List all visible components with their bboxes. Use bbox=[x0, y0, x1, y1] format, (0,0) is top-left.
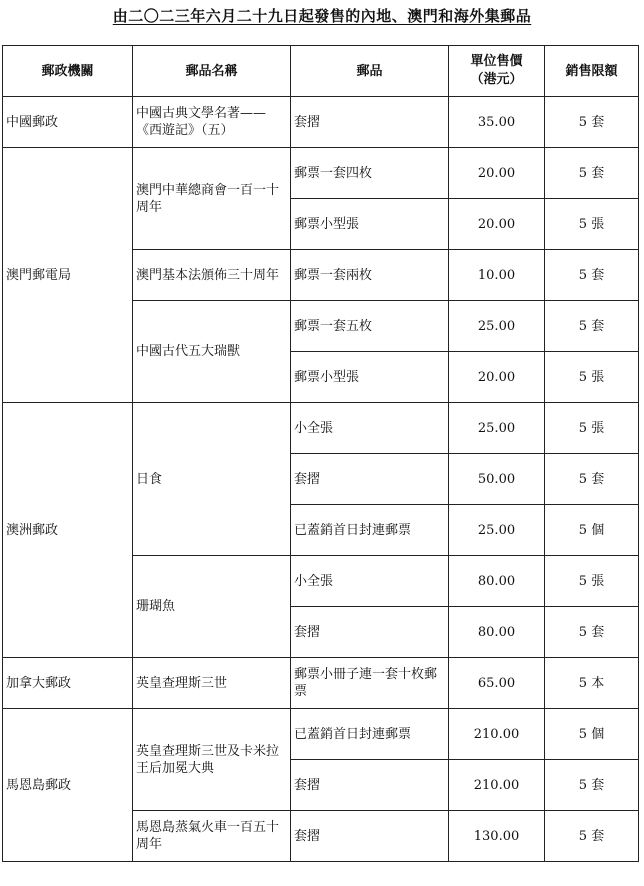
price-cell: 25.00 bbox=[449, 403, 545, 454]
table-row bbox=[3, 658, 639, 709]
header-unit-price-line2: （港元） bbox=[470, 72, 523, 87]
item-cell: 小全張 bbox=[291, 556, 449, 607]
item-cell: 已蓋銷首日封連郵票 bbox=[291, 505, 449, 556]
item-cell: 套摺 bbox=[291, 760, 449, 811]
price-cell: 25.00 bbox=[449, 301, 545, 352]
stamp-name-cell: 澳門基本法頒佈三十周年 bbox=[133, 250, 291, 301]
limit-cell: 5 張 bbox=[545, 352, 639, 403]
stamp-name-cell: 中國古代五大瑞獸 bbox=[133, 301, 291, 403]
table-row bbox=[3, 97, 639, 148]
header-unit-price-line1: 單位售價 bbox=[470, 54, 523, 69]
price-cell: 50.00 bbox=[449, 454, 545, 505]
limit-cell: 5 套 bbox=[545, 250, 639, 301]
table-row bbox=[3, 709, 639, 760]
header-postal-admin: 郵政機關 bbox=[3, 46, 133, 97]
limit-cell: 5 張 bbox=[545, 199, 639, 250]
stamp-name-cell: 英皇查理斯三世 bbox=[133, 658, 291, 709]
price-cell: 80.00 bbox=[449, 556, 545, 607]
postal-admin-cell: 澳洲郵政 bbox=[3, 403, 133, 658]
item-cell: 套摺 bbox=[291, 97, 449, 148]
item-cell: 郵票一套四枚 bbox=[291, 148, 449, 199]
price-cell: 210.00 bbox=[449, 760, 545, 811]
document-title: 由二〇二三年六月二十九日起發售的內地、澳門和海外集郵品 bbox=[112, 7, 532, 25]
limit-cell: 5 個 bbox=[545, 505, 639, 556]
stamp-name-cell: 珊瑚魚 bbox=[133, 556, 291, 658]
stamp-name-cell: 馬恩島蒸氣火車一百五十周年 bbox=[133, 811, 291, 862]
item-cell: 郵票一套兩枚 bbox=[291, 250, 449, 301]
stamp-name-cell: 日食 bbox=[133, 403, 291, 556]
limit-cell: 5 套 bbox=[545, 607, 639, 658]
table-row bbox=[3, 148, 639, 199]
postal-admin-cell: 澳門郵電局 bbox=[3, 148, 133, 403]
price-cell: 35.00 bbox=[449, 97, 545, 148]
postal-admin-cell: 馬恩島郵政 bbox=[3, 709, 133, 862]
limit-cell: 5 張 bbox=[545, 403, 639, 454]
item-cell: 小全張 bbox=[291, 403, 449, 454]
item-cell: 套摺 bbox=[291, 454, 449, 505]
stamp-name-cell: 中國古典文學名著——《西遊記》（五） bbox=[133, 97, 291, 148]
table-header-row bbox=[3, 46, 639, 97]
item-cell: 套摺 bbox=[291, 811, 449, 862]
price-cell: 20.00 bbox=[449, 148, 545, 199]
limit-cell: 5 個 bbox=[545, 709, 639, 760]
table-row bbox=[3, 403, 639, 454]
limit-cell: 5 套 bbox=[545, 97, 639, 148]
item-cell: 套摺 bbox=[291, 607, 449, 658]
limit-cell: 5 套 bbox=[545, 301, 639, 352]
price-cell: 130.00 bbox=[449, 811, 545, 862]
limit-cell: 5 套 bbox=[545, 148, 639, 199]
postal-admin-cell: 中國郵政 bbox=[3, 97, 133, 148]
limit-cell: 5 張 bbox=[545, 556, 639, 607]
limit-cell: 5 套 bbox=[545, 454, 639, 505]
header-unit-price bbox=[449, 46, 545, 97]
item-cell: 已蓋銷首日封連郵票 bbox=[291, 709, 449, 760]
price-cell: 20.00 bbox=[449, 199, 545, 250]
item-cell: 郵票小冊子連一套十枚郵票 bbox=[291, 658, 449, 709]
price-cell: 80.00 bbox=[449, 607, 545, 658]
header-sales-limit: 銷售限額 bbox=[545, 46, 639, 97]
price-cell: 210.00 bbox=[449, 709, 545, 760]
stamp-name-cell: 澳門中華總商會一百一十周年 bbox=[133, 148, 291, 250]
header-item: 郵品 bbox=[291, 46, 449, 97]
limit-cell: 5 套 bbox=[545, 811, 639, 862]
header-stamp-name: 郵品名稱 bbox=[133, 46, 291, 97]
limit-cell: 5 套 bbox=[545, 760, 639, 811]
item-cell: 郵票小型張 bbox=[291, 352, 449, 403]
price-cell: 20.00 bbox=[449, 352, 545, 403]
price-cell: 10.00 bbox=[449, 250, 545, 301]
item-cell: 郵票一套五枚 bbox=[291, 301, 449, 352]
item-cell: 郵票小型張 bbox=[291, 199, 449, 250]
price-cell: 65.00 bbox=[449, 658, 545, 709]
price-cell: 25.00 bbox=[449, 505, 545, 556]
stamp-issue-table bbox=[2, 45, 639, 862]
limit-cell: 5 本 bbox=[545, 658, 639, 709]
postal-admin-cell: 加拿大郵政 bbox=[3, 658, 133, 709]
stamp-name-cell: 英皇查理斯三世及卡米拉王后加冕大典 bbox=[133, 709, 291, 811]
